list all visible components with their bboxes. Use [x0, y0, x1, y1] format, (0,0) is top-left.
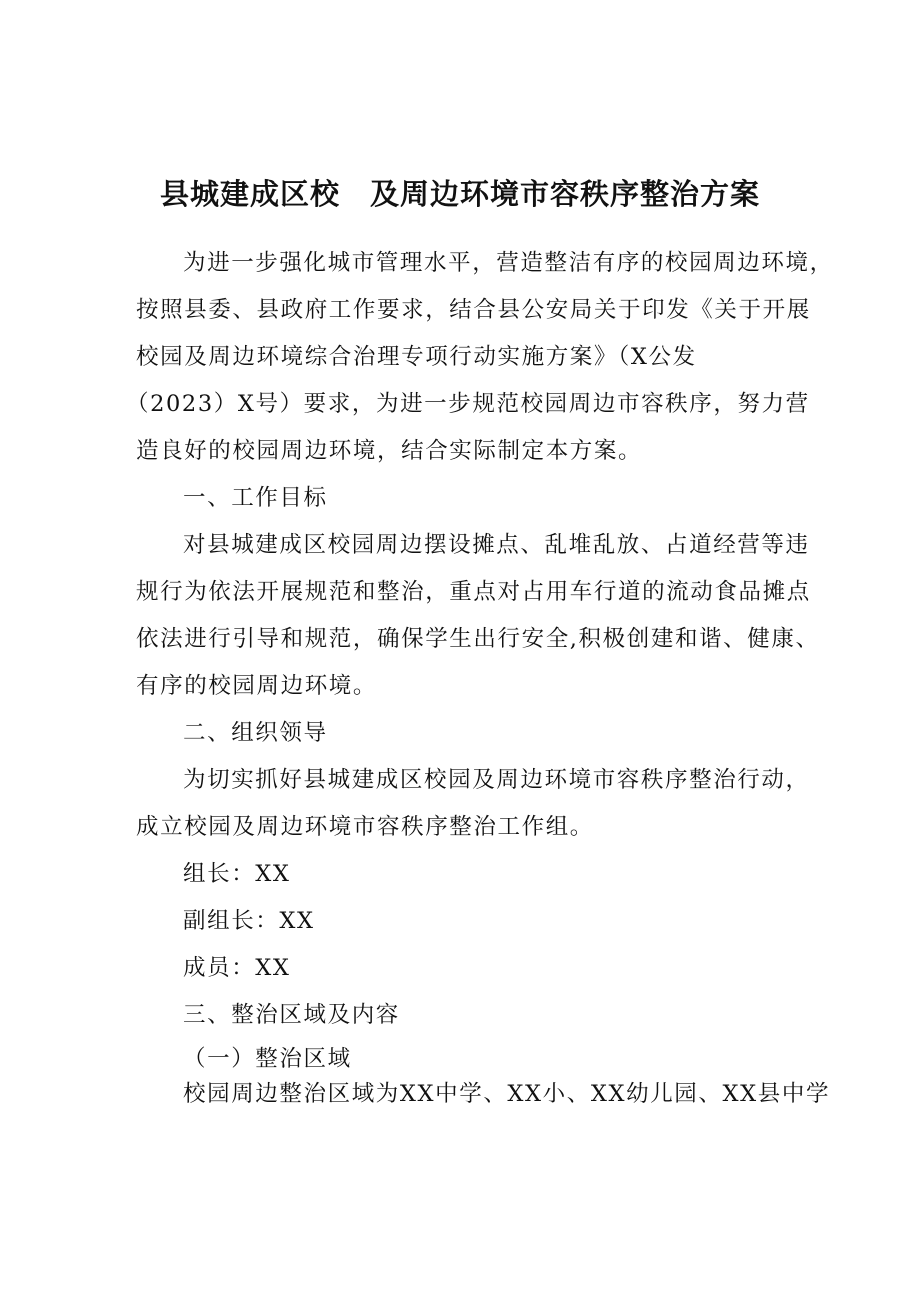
- goals-line-2: 规行为依法开展规范和整治，重点对占用车行道的流动食品摊点: [136, 579, 811, 605]
- group-deputy: 副组长：XX: [183, 908, 315, 934]
- group-leader: 组长：XX: [183, 861, 291, 887]
- goals-line-1: 对县城建成区校园周边摆设摊点、乱堆乱放、占道经营等违: [183, 532, 810, 558]
- goals-line-3: 依法进行引导和规范，确保学生出行安全,积极创建和谐、健康、: [136, 626, 820, 652]
- intro-line-5: 造良好的校园周边环境，结合实际制定本方案。: [136, 438, 643, 464]
- intro-line-1: 为进一步强化城市管理水平，营造整洁有序的校园周边环境，: [183, 250, 834, 276]
- section-heading-goals: 一、工作目标: [183, 485, 328, 511]
- area-line-1: 校园周边整治区域为XX中学、XX小、XX幼儿园、XX县中学: [183, 1081, 831, 1107]
- leadership-line-1: 为切实抓好县城建成区校园及周边环境市容秩序整治行动，: [183, 767, 810, 793]
- subheading-area: （一）整治区域: [183, 1046, 352, 1072]
- intro-line-2: 按照县委、县政府工作要求，结合县公安局关于印发《关于开展: [136, 297, 811, 323]
- group-members: 成员：XX: [183, 955, 291, 981]
- leadership-line-2: 成立校园及周边环境市容秩序整治工作组。: [136, 814, 594, 840]
- section-heading-leadership: 二、组织领导: [183, 720, 328, 746]
- intro-line-3: 校园及周边环境综合治理专项行动实施方案》（X公发: [136, 344, 697, 370]
- section-heading-area: 三、整治区域及内容: [183, 1002, 400, 1028]
- intro-line-4: （2023）X号）要求，为进一步规范校园周边市容秩序，努力营: [126, 391, 810, 417]
- goals-line-4: 有序的校园周边环境。: [136, 673, 378, 699]
- document-title: 县城建成区校 及周边环境市容秩序整治方案: [159, 177, 760, 211]
